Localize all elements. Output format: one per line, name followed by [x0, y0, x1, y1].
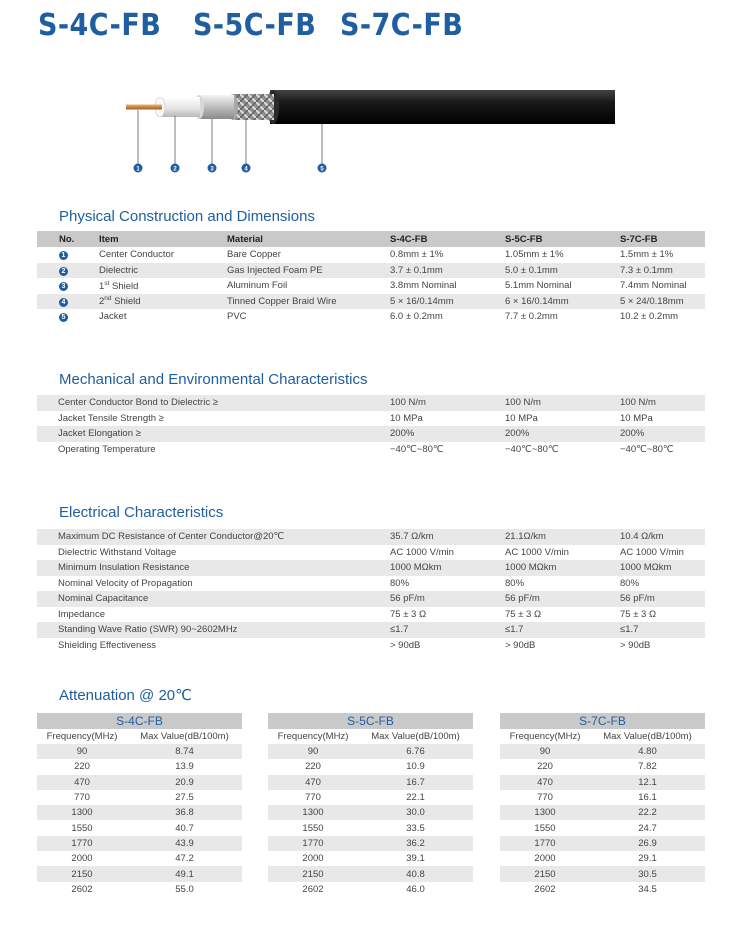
attenuation-table-s5c — [268, 713, 473, 897]
attenuation-section-title: Attenuation @ 20℃ — [59, 687, 192, 704]
value-s4c: 6.0 ± 0.2mm — [390, 311, 443, 323]
col-max-value: Max Value(dB/100m) — [590, 729, 705, 744]
table-row — [500, 866, 705, 881]
material: Gas Injected Foam PE — [227, 264, 323, 276]
max-value: 30.5 — [638, 868, 657, 880]
max-value: 22.1 — [406, 792, 425, 804]
value-s5c: 1000 MΩkm — [505, 562, 557, 574]
max-value: 30.0 — [406, 807, 425, 819]
value-s4c: 1000 MΩkm — [390, 562, 442, 574]
row-number-badge: 4 — [59, 298, 68, 307]
frequency: 1770 — [534, 837, 556, 849]
max-value: 49.1 — [175, 868, 194, 880]
max-value: 34.5 — [638, 883, 657, 895]
table-row — [500, 790, 705, 805]
item-name: Dielectric — [99, 264, 139, 276]
frequency: 1770 — [71, 837, 93, 849]
material: Tinned Copper Braid Wire — [227, 295, 337, 307]
frequency: 2150 — [534, 868, 556, 880]
table-row — [268, 882, 473, 897]
value-s7c: 5 × 24/0.18mm — [620, 295, 684, 307]
table-row — [37, 294, 705, 310]
callout-2 — [171, 164, 180, 173]
item-name-tail: Shield — [109, 280, 139, 292]
item-superscript: nd — [104, 295, 112, 303]
frequency: 1300 — [534, 807, 556, 819]
value-s5c: 5.1mm Nominal — [505, 280, 572, 292]
callout-4 — [242, 164, 251, 173]
value-s5c: > 90dB — [505, 639, 536, 651]
col-material: Material — [227, 233, 263, 245]
material: Aluminum Foil — [227, 280, 288, 292]
table-row — [37, 607, 705, 623]
value-s4c: 56 pF/m — [390, 593, 425, 605]
value-s5c: ≤1.7 — [505, 624, 524, 636]
value-s7c: 1000 MΩkm — [620, 562, 672, 574]
max-value: 36.8 — [175, 807, 194, 819]
col-s5c: S-5C-FB — [505, 233, 543, 245]
item-name: Jacket — [99, 311, 127, 323]
frequency: 90 — [307, 746, 319, 758]
value-s7c: 75 ± 3 Ω — [620, 608, 657, 620]
value-s5c: AC 1000 V/min — [505, 546, 569, 558]
col-no: No. — [59, 233, 75, 245]
svg-text:3: 3 — [210, 166, 214, 173]
cable-diagram — [120, 78, 620, 178]
attenuation-model-title: S-7C-FB — [500, 713, 705, 729]
table-row — [37, 426, 705, 442]
table-row — [268, 790, 473, 805]
table-row — [37, 744, 242, 759]
physical-table — [37, 231, 705, 325]
col-frequency: Frequency(MHz) — [268, 729, 358, 744]
table-row — [500, 820, 705, 835]
frequency: 470 — [74, 776, 90, 788]
frequency: 2602 — [302, 883, 324, 895]
value-s7c: 1.5mm ± 1% — [620, 249, 674, 261]
row-number-badge: 2 — [59, 267, 68, 276]
table-row — [500, 805, 705, 820]
value-s7c: 7.4mm Nominal — [620, 280, 687, 292]
table-row — [500, 775, 705, 790]
table-row — [37, 775, 242, 790]
value-s7c: 10.4 Ω/km — [620, 531, 664, 543]
max-value: 22.2 — [638, 807, 657, 819]
max-value: 8.74 — [175, 746, 194, 758]
table-row — [37, 836, 242, 851]
svg-text:5: 5 — [320, 166, 324, 173]
cable-center-conductor — [126, 105, 162, 110]
frequency: 2000 — [71, 853, 93, 865]
item-superscript: st — [104, 279, 110, 287]
property-label: Maximum DC Resistance of Center Conductor@20℃ — [58, 531, 285, 543]
value-s7c: 200% — [620, 428, 645, 440]
table-row — [37, 805, 242, 820]
table-row — [37, 882, 242, 897]
value-s4c: ≤1.7 — [390, 624, 409, 636]
value-s4c: 75 ± 3 Ω — [390, 608, 427, 620]
col-frequency: Frequency(MHz) — [37, 729, 127, 744]
physical-section-title: Physical Construction and Dimensions — [59, 208, 315, 225]
value-s7c: > 90dB — [620, 639, 651, 651]
table-row — [37, 309, 705, 325]
value-s4c: 10 MPa — [390, 412, 423, 424]
property-label: Operating Temperature — [58, 443, 156, 455]
table-row — [37, 529, 705, 545]
material: Bare Copper — [227, 249, 281, 261]
model-heading-7c: S-7C-FB — [340, 8, 464, 43]
table-row — [37, 442, 705, 458]
table-row — [37, 411, 705, 427]
table-row — [37, 560, 705, 576]
frequency: 1550 — [71, 822, 93, 834]
table-row — [268, 759, 473, 774]
frequency: 1300 — [302, 807, 324, 819]
table-row — [37, 790, 242, 805]
frequency: 470 — [305, 776, 321, 788]
col-max-value: Max Value(dB/100m) — [127, 729, 242, 744]
callout-3 — [208, 164, 217, 173]
table-row — [268, 851, 473, 866]
max-value: 12.1 — [638, 776, 657, 788]
attenuation-table-s7c — [500, 713, 705, 897]
value-s4c: 35.7 Ω/km — [390, 531, 434, 543]
frequency: 2150 — [302, 868, 324, 880]
cable-jacket — [267, 90, 615, 124]
frequency: 1300 — [71, 807, 93, 819]
max-value: 40.8 — [406, 868, 425, 880]
max-value: 7.82 — [638, 761, 657, 773]
frequency: 1770 — [302, 837, 324, 849]
table-row — [37, 545, 705, 561]
max-value: 27.5 — [175, 792, 194, 804]
row-number-badge: 1 — [59, 251, 68, 260]
value-s4c: 3.7 ± 0.1mm — [390, 264, 443, 276]
table-row — [268, 836, 473, 851]
property-label: Shielding Effectiveness — [58, 639, 157, 651]
value-s4c: AC 1000 V/min — [390, 546, 454, 558]
max-value: 33.5 — [406, 822, 425, 834]
table-row — [37, 395, 705, 411]
max-value: 29.1 — [638, 853, 657, 865]
value-s5c: 200% — [505, 428, 530, 440]
value-s5c: 6 × 16/0.14mm — [505, 295, 569, 307]
frequency: 470 — [537, 776, 553, 788]
value-s5c: −40℃~80℃ — [505, 443, 559, 455]
value-s7c: −40℃~80℃ — [620, 443, 674, 455]
col-item: Item — [99, 233, 119, 245]
value-s4c: 3.8mm Nominal — [390, 280, 457, 292]
value-s4c: 100 N/m — [390, 397, 426, 409]
table-row — [37, 759, 242, 774]
value-s7c: 100 N/m — [620, 397, 656, 409]
value-s7c: 10 MPa — [620, 412, 653, 424]
table-row — [268, 805, 473, 820]
property-label: Standing Wave Ratio (SWR) 90~2602MHz — [58, 624, 238, 636]
table-row — [37, 263, 705, 279]
table-row — [37, 576, 705, 592]
max-value: 55.0 — [175, 883, 194, 895]
property-label: Jacket Elongation ≥ — [58, 428, 141, 440]
table-row — [268, 775, 473, 790]
max-value: 39.1 — [406, 853, 425, 865]
max-value: 40.7 — [175, 822, 194, 834]
property-label: Nominal Capacitance — [58, 593, 149, 605]
attenuation-model-title: S-5C-FB — [268, 713, 473, 729]
max-value: 16.7 — [406, 776, 425, 788]
value-s5c: 75 ± 3 Ω — [505, 608, 542, 620]
value-s7c: 56 pF/m — [620, 593, 655, 605]
value-s7c: 80% — [620, 577, 640, 589]
value-s5c: 56 pF/m — [505, 593, 540, 605]
electrical-table — [37, 529, 705, 653]
table-row — [37, 278, 705, 294]
row-number-badge: 3 — [59, 282, 68, 291]
max-value: 16.1 — [638, 792, 657, 804]
frequency: 2150 — [71, 868, 93, 880]
table-row — [268, 866, 473, 881]
table-row — [500, 882, 705, 897]
item-name: 1 — [99, 280, 105, 292]
frequency: 770 — [74, 792, 90, 804]
item-name: 2 — [99, 296, 105, 308]
property-label: Dielectric Withstand Voltage — [58, 546, 177, 558]
frequency: 770 — [305, 792, 321, 804]
mechanical-table — [37, 395, 705, 457]
value-s5c: 10 MPa — [505, 412, 538, 424]
property-label: Nominal Velocity of Propagation — [58, 577, 193, 589]
max-value: 26.9 — [638, 837, 657, 849]
col-s7c: S-7C-FB — [620, 233, 658, 245]
table-row — [268, 744, 473, 759]
value-s5c: 5.0 ± 0.1mm — [505, 264, 558, 276]
max-value: 20.9 — [175, 776, 194, 788]
value-s4c: 200% — [390, 428, 415, 440]
property-label: Jacket Tensile Strength ≥ — [58, 412, 164, 424]
frequency: 90 — [76, 746, 88, 758]
row-number-badge: 5 — [59, 313, 68, 322]
attenuation-model-title: S-4C-FB — [37, 713, 242, 729]
max-value: 6.76 — [406, 746, 425, 758]
property-label: Minimum Insulation Resistance — [58, 562, 190, 574]
value-s4c: 80% — [390, 577, 410, 589]
frequency: 90 — [539, 746, 551, 758]
frequency: 2000 — [534, 853, 556, 865]
table-row — [37, 851, 242, 866]
value-s4c: > 90dB — [390, 639, 421, 651]
value-s7c: AC 1000 V/min — [620, 546, 684, 558]
value-s5c: 7.7 ± 0.2mm — [505, 311, 558, 323]
max-value: 47.2 — [175, 853, 194, 865]
max-value: 13.9 — [175, 761, 194, 773]
value-s7c: ≤1.7 — [620, 624, 639, 636]
value-s5c: 80% — [505, 577, 525, 589]
item-name: Center Conductor — [99, 249, 174, 261]
attenuation-table-s4c — [37, 713, 242, 897]
max-value: 36.2 — [406, 837, 425, 849]
value-s7c: 7.3 ± 0.1mm — [620, 264, 673, 276]
material: PVC — [227, 311, 247, 323]
frequency: 2602 — [71, 883, 93, 895]
frequency: 220 — [305, 761, 321, 773]
frequency: 1550 — [302, 822, 324, 834]
col-s4c: S-4C-FB — [390, 233, 428, 245]
max-value: 10.9 — [406, 761, 425, 773]
svg-text:2: 2 — [173, 166, 177, 173]
svg-text:1: 1 — [136, 166, 140, 173]
model-heading-5c: S-5C-FB — [193, 8, 317, 43]
cable-braid-shield — [228, 94, 274, 120]
table-row — [500, 759, 705, 774]
value-s5c: 1.05mm ± 1% — [505, 249, 564, 261]
value-s4c: −40℃~80℃ — [390, 443, 444, 455]
max-value: 46.0 — [406, 883, 425, 895]
frequency: 220 — [537, 761, 553, 773]
col-max-value: Max Value(dB/100m) — [358, 729, 473, 744]
frequency: 220 — [74, 761, 90, 773]
physical-header-row — [37, 231, 705, 247]
value-s4c: 5 × 16/0.14mm — [390, 295, 454, 307]
callout-5 — [318, 164, 327, 173]
value-s5c: 100 N/m — [505, 397, 541, 409]
value-s4c: 0.8mm ± 1% — [390, 249, 444, 261]
table-row — [37, 622, 705, 638]
frequency: 2000 — [302, 853, 324, 865]
col-frequency: Frequency(MHz) — [500, 729, 590, 744]
table-row — [268, 820, 473, 835]
table-row — [37, 247, 705, 263]
frequency: 1550 — [534, 822, 556, 834]
property-label: Center Conductor Bond to Dielectric ≥ — [58, 397, 218, 409]
max-value: 43.9 — [175, 837, 194, 849]
electrical-section-title: Electrical Characteristics — [59, 504, 224, 521]
table-row — [37, 638, 705, 654]
item-name-tail: Shield — [111, 296, 141, 308]
table-row — [37, 591, 705, 607]
max-value: 4.80 — [638, 746, 657, 758]
svg-text:4: 4 — [244, 166, 248, 173]
value-s5c: 21.1Ω/km — [505, 531, 546, 543]
property-label: Impedance — [58, 608, 106, 620]
table-row — [37, 820, 242, 835]
frequency: 2602 — [534, 883, 556, 895]
value-s7c: 10.2 ± 0.2mm — [620, 311, 679, 323]
mechanical-section-title: Mechanical and Environmental Characteristics — [59, 371, 368, 388]
table-row — [500, 744, 705, 759]
table-row — [37, 866, 242, 881]
frequency: 770 — [537, 792, 553, 804]
table-row — [500, 836, 705, 851]
max-value: 24.7 — [638, 822, 657, 834]
callout-1 — [134, 164, 143, 173]
model-heading-4c: S-4C-FB — [38, 8, 162, 43]
table-row — [500, 851, 705, 866]
